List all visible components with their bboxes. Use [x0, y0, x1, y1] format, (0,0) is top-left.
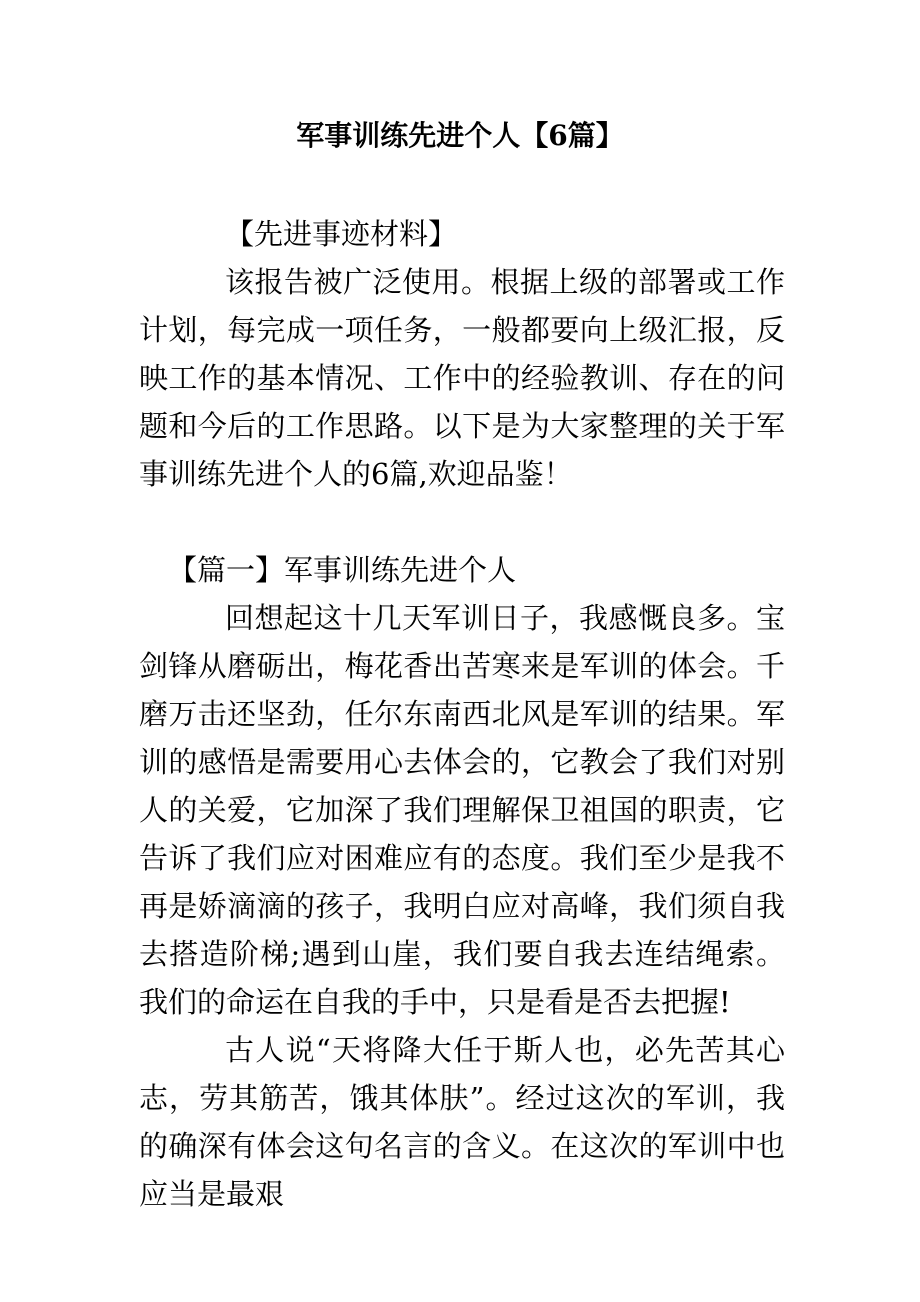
section1-heading: 【篇一】军事训练先进个人 — [168, 553, 517, 587]
intro-heading: 【先进事迹材料】 — [225, 217, 458, 251]
section1-paragraph-2: 古人说“天将降大任于斯人也，必先苦其心志，劳其筋苦，饿其体肤”。经过这次的军训，我的确深有体会这句名言的含义。在这次的军训中也应当是最艰 — [139, 1033, 785, 1211]
document-title: 军事训练先进个人【6篇】 — [296, 119, 624, 152]
section1-paragraph-1: 回想起这十几天军训日子，我感慨良多。宝剑锋从磨砺出，梅花香出苦寒来是军训的体会。千磨万击还坚劲，任尔东南西北风是军训的结果。军训的感悟是需要用心去体会的，它教会了我们对别人的关爱，它加深了我们理解保卫祖国的职责，它告诉了我们应对困难应有的态度。我们至少是我不再是娇滴滴的孩子，我明白应对高峰，我们须自我去搭造阶梯;遇到山崖，我们要自我去连结绳索。我们的命运在自我的手中，只是看是否去把握! — [139, 601, 785, 1019]
intro-paragraph: 该报告被广泛使用。根据上级的部署或工作计划，每完成一项任务，一般都要向上级汇报，反映工作的基本情况、工作中的经验教训、存在的问题和今后的工作思路。以下是为大家整理的关于军事训练先进个人的6篇,欢迎品鉴！ — [139, 265, 785, 491]
document-body — [139, 210, 785, 1218]
